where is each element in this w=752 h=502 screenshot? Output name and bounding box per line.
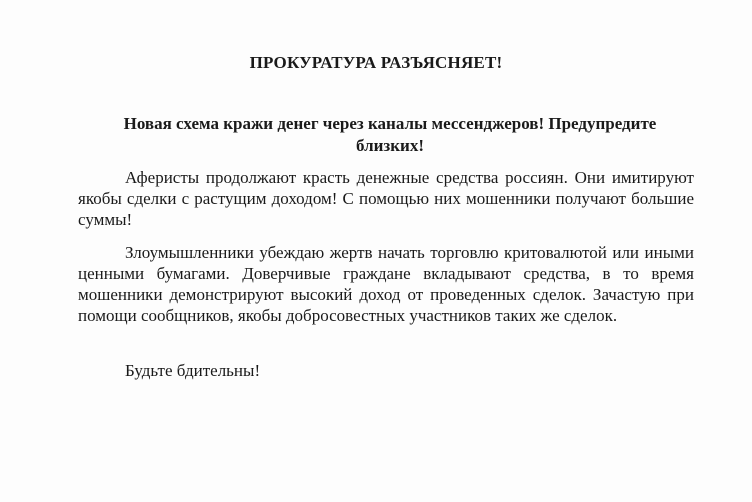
paragraph-2: Злоумышленники убеждаю жертв начать торговлю критовалютой или иными ценными бумагами. Доверчивые граждане вкладывают средства, в то время мошенники демонстрируют высокий доход от проведенных сделок. Зачастую при помощи сообщников, якобы добросовестных участников таких же сделок.	[78, 243, 694, 325]
page-title: ПРОКУРАТУРА РАЗЪЯСНЯЕТ!	[249, 53, 503, 72]
document-subtitle: Новая схема кражи денег через каналы мессенджеров! Предупредите близких!	[123, 114, 657, 155]
paragraph-1: Аферисты продолжают красть денежные средства россиян. Они имитируют якобы сделки с растущим доходом! С помощью них мошенники получают большие суммы!	[78, 168, 694, 229]
paragraph-3: Будьте бдительны!	[125, 361, 261, 380]
